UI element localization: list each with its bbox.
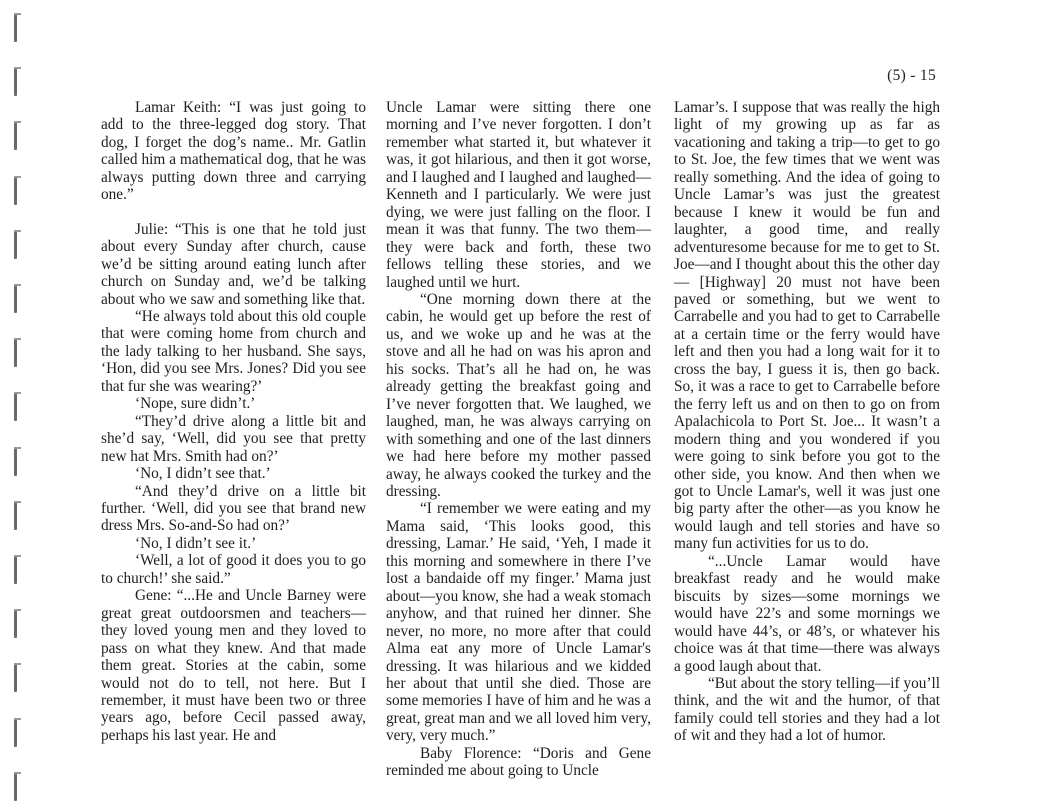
- binder-mark: [14, 772, 17, 801]
- paragraph: Lamar’s. I suppose that was really the high light of my growing up as far as vacationing and taking a trip—to get to go to St. Joe, the few times that we went was really something. And the idea of going to Uncle Lamar’s was just the greatest because I knew it would be fun and laughter, a good time, and really adventuresome because for me to get to St. Joe—and I thought about this the other day— [Highway] 20 must not have been paved or something, but we went to Carrabelle and you had to get to Carrabelle at a certain time or the ferry would have left and then you had a long wait for it to cross the bay, I guess it is, then go back. So, it was a race to get to Carrabelle before the ferry left us and on then to go on from Apalachicola to Port St. Joe... It wasn’t a modern thing and you wondered if you were going to sink before you got to the other side, you know. And then when we got to Uncle Lamar's, well it was just one big party after the other—as you know he would laugh and tell stories and have so many fun activities for us to do.: [674, 99, 940, 553]
- paragraph: ‘No, I didn’t see that.’: [135, 465, 271, 483]
- binder-mark: [14, 176, 17, 205]
- paragraph: ‘No, I didn’t see it.’: [135, 534, 257, 552]
- paragraph: ‘Nope, sure didn’t.’: [135, 395, 256, 413]
- binder-mark: [14, 121, 17, 150]
- binder-mark: [14, 663, 17, 692]
- paragraph: “But about the story telling—if you’ll think, and the wit and the humor, of that family could tell stories and they had a lot of wit and they had a lot of humor.: [674, 674, 940, 745]
- paragraph: “He always told about this old couple that were coming home from church and the lady talking to her husband. She says, ‘Hon, did you see Mrs. Jones? Did you see that fur she was wearing?’: [101, 307, 366, 395]
- binder-mark: [14, 392, 17, 421]
- binder-mark: [14, 230, 17, 259]
- text-column-3: [674, 99, 940, 745]
- paragraph: Gene: “...He and Uncle Barney were great great outdoorsmen and teachers—they loved young men and they loved to pass on what they knew. And that made them great. Stories at the cabin, some would not do to tell, not here. But I remember, it must have been two or three years ago, before Cecil passed away, perhaps his last year. He and: [101, 587, 366, 744]
- binder-mark: [14, 13, 17, 42]
- paragraph: “One morning down there at the cabin, he would get up before the rest of us, and we woke up and he was at the stove and all he had on was his apron and his socks. That’s all he had on, he was already getting the breakfast going and I’ve never forgotten that. We laughed, we laughed, man, he was always carrying on with something and one of the last dinners we had here before my mother passed away, he always cooked the turkey and the dressing.: [386, 290, 651, 500]
- text-column-2: [386, 99, 651, 780]
- paragraph: Baby Florence: “Doris and Gene reminded me about going to Uncle: [386, 744, 651, 780]
- paragraph: Uncle Lamar were sitting there one morning and I’ve never forgotten. I don’t remember what started it, but whatever it was, it got hilarious, and then it got worse, and I laughed and I laughed and laughed—Kenneth and I particularly. We were just dying, we were just falling on the floor. I mean it was that funny. The two them—they were back and forth, these two fellows telling these stories, and we laughed until we hurt.: [386, 99, 651, 291]
- binder-hole-marks: [0, 0, 30, 811]
- binder-mark: [14, 67, 17, 96]
- binder-mark: [14, 447, 17, 476]
- binder-mark: [14, 718, 17, 747]
- binder-mark: [14, 284, 17, 313]
- paragraph: “And they’d drive on a little bit further. ‘Well, did you see that brand new dress Mrs. So-and-So had on?’: [101, 482, 366, 535]
- page-number: (5) - 15: [887, 67, 936, 84]
- text-column-1: [101, 99, 366, 744]
- paragraph: Lamar Keith: “I was just going to add to the three-legged dog story. That dog, I forget the dog’s name.. Mr. Gatlin called him a mathematical dog, that he was always putting down three and carrying one.”: [101, 99, 366, 204]
- binder-mark: [14, 338, 17, 367]
- binder-mark: [14, 609, 17, 638]
- paragraph: ‘Well, a lot of good it does you to go to church!’ she said.”: [101, 552, 366, 587]
- binder-mark: [14, 501, 17, 530]
- paragraph: “...Uncle Lamar would have breakfast ready and he would make biscuits by sizes—some mornings we would have 22’s and some mornings we would have 44’s, or 48’s, or whatever his choice was át that time—there was always a good laugh about that.: [674, 552, 940, 675]
- binder-mark: [14, 555, 17, 584]
- paragraph: “They’d drive along a little bit and she’d say, ‘Well, did you see that pretty new hat Mrs. Smith had on?’: [101, 412, 366, 465]
- paragraph: Julie: “This is one that he told just about every Sunday after church, cause we’d be sitting around eating lunch after church on Sunday and, we’d be talking about who we saw and something like that.: [101, 220, 366, 308]
- paragraph: “I remember we were eating and my Mama said, ‘This looks good, this dressing, Lamar.’ He said, ‘Yeh, I made it this morning and somewhere in there I’ve lost a bandaide off my finger.’ Mama just about—you know, she had a weak stomach anyhow, and that ruined her dinner. She never, no more, no more after that could Alma eat any more of Uncle Lamar's dressing. It was hilarious and we kidded her about that until she died. Those are some memories I have of him and he was a great, great man and we all loved him very, very, very much.”: [386, 500, 651, 745]
